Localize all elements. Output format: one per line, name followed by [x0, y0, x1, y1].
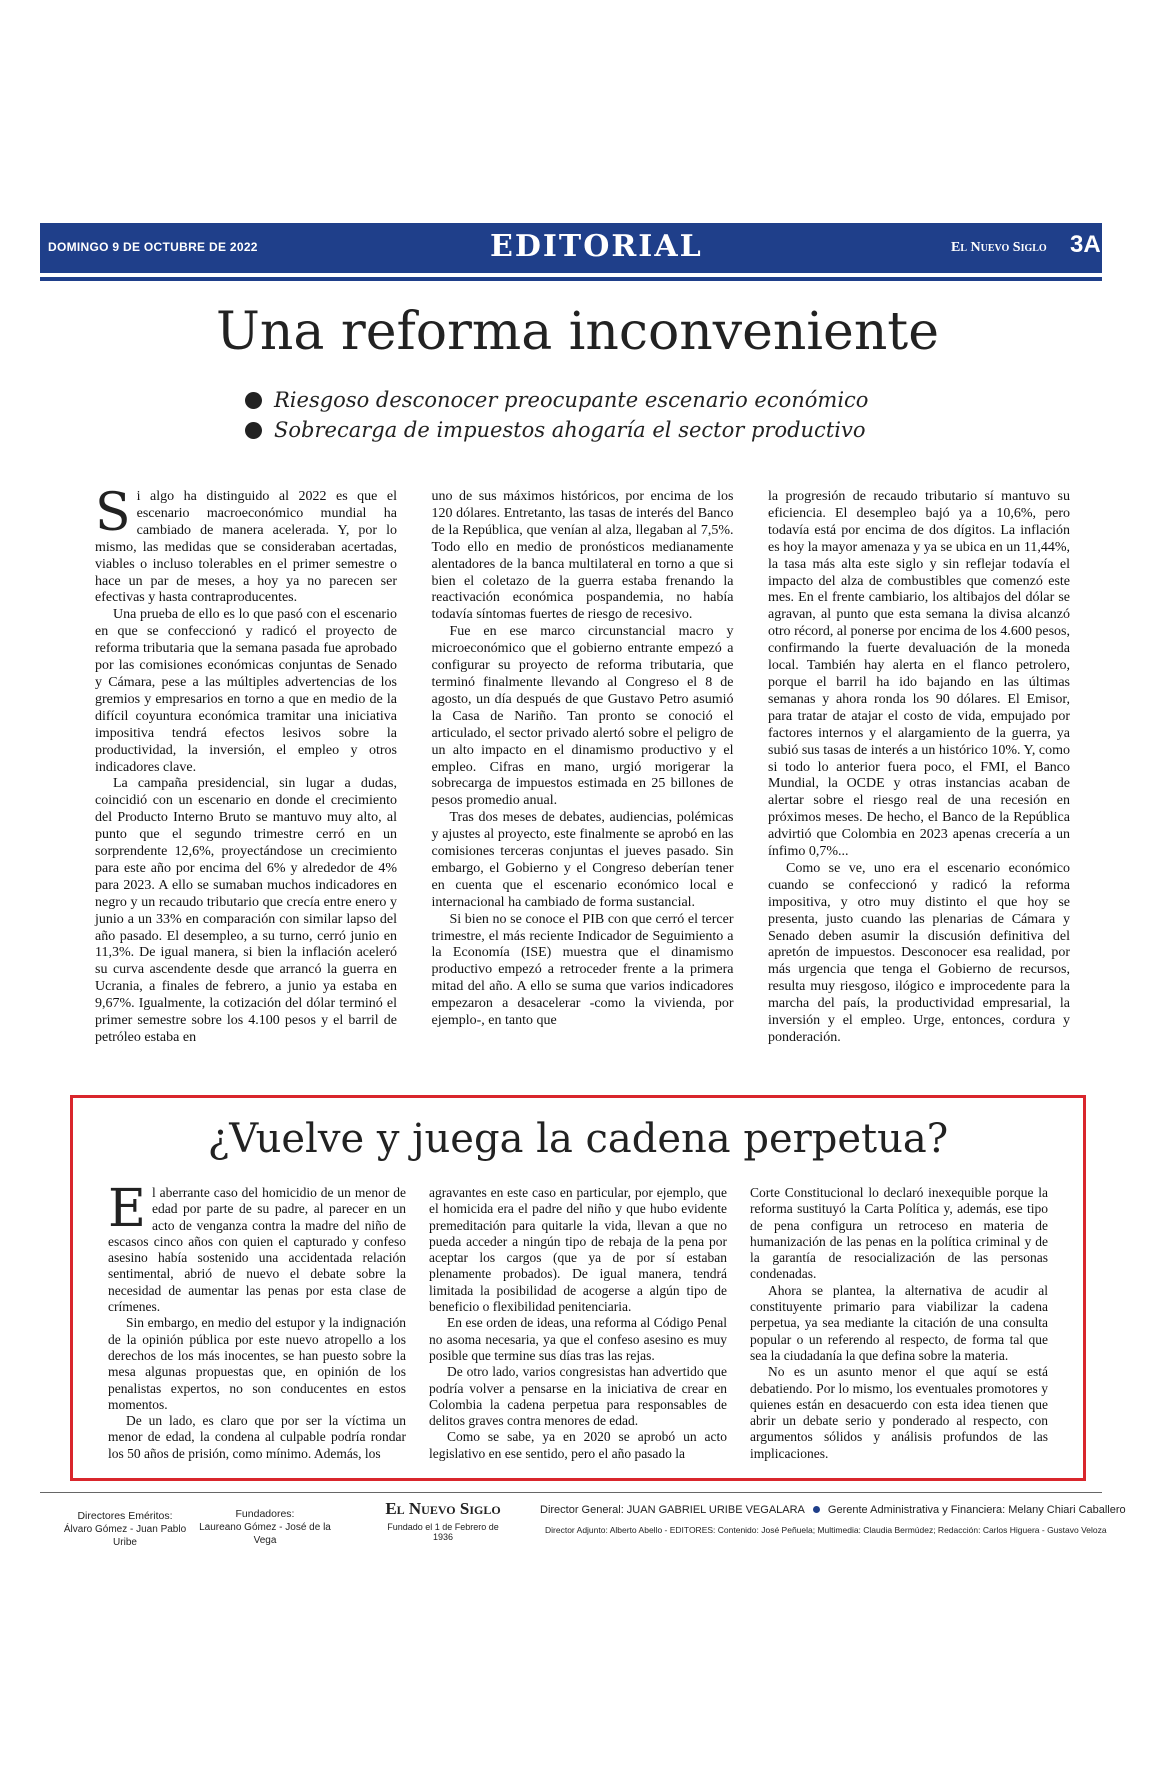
article-paragraph: uno de sus máximos históricos, por encima de los 120 dólares. Entretanto, las tasas de interés del Banco de la República, que venían al alza, llegaban al 7,5%. Todo ello en medio de pronósticos medianamente alentadores de la banca multilateral en torno a que si bien el coletazo de la guerra estaba frenando la reactivación económica pospandemia, no había todavía síntomas fuertes de riesgo de recesivo.	[431, 489, 734, 623]
article-paragraph: Sin embargo, en medio del estupor y la indignación de la opinión pública por este nuevo atropello a los derechos de los más inocentes, se han puesto sobre la mesa algunas propuestas que, en opinión de los penalistas expertos, no son conducentes en estos momentos.	[108, 1315, 406, 1412]
directors-block	[55, 1510, 195, 1549]
drop-cap: E	[108, 1179, 146, 1239]
summary-bullet	[245, 415, 965, 445]
founders-names: Laureano Gómez - José de la Vega	[199, 1522, 331, 1546]
page-number: 3A	[1070, 231, 1101, 258]
director-general: Director General: JUAN GABRIEL URIBE VEGALARA	[540, 1504, 805, 1516]
section-header-bar	[40, 223, 1102, 277]
summary-text: Sobrecarga de impuestos ahogaría el sector productivo	[274, 418, 866, 442]
directors-label: Directores Eméritos:	[77, 1510, 173, 1522]
issue-date: DOMINGO 9 DE OCTUBRE DE 2022	[48, 240, 258, 254]
founders-block	[195, 1508, 335, 1547]
summary-text: Riesgoso desconocer preocupante escenario económico	[274, 388, 869, 412]
summary-bullet	[245, 385, 965, 415]
editorial-body	[95, 483, 1070, 1047]
founded-date: Fundado el 1 de Febrero de 1936	[387, 1522, 499, 1542]
directors-names: Álvaro Gómez - Juan Pablo Uribe	[63, 1524, 187, 1548]
article-paragraph: De un lado, es claro que por ser la víctima un menor de edad, la condena al culpable podría rondar los 50 años de prisión, como mínimo. Además, los	[108, 1413, 406, 1461]
editorial-title: Una reforma inconveniente	[216, 302, 939, 362]
footer-divider	[40, 1492, 1102, 1493]
article-column	[429, 1185, 727, 1462]
article-paragraph: Si bien no se conoce el PIB con que cerró el tercer trimestre, el más reciente Indicador de Seguimiento a la Economía (ISE) muestra que el dinamismo productivo empezó a retroceder frente a la primera mitad del año. A ello se suma que varios indicadores empezaron a desacelerar -como la vivienda, por ejemplo-, en tanto que	[431, 911, 734, 1029]
article-paragraph: Como se sabe, ya en 2020 se aprobó un acto legislativo en ese sentido, pero el año pasado la	[429, 1429, 727, 1461]
article-paragraph: Como se ve, uno era el escenario económico cuando se confeccionó y radicó la reforma impositiva, y otro muy distinto el que hoy se presenta, justo cuando las plenarias de Cámara y Senado deben asumir la discusión definitiva del apretón de impuestos. Desconocer esa realidad, por más urgencia que tenga el Gobierno de recursos, resulta muy riesgoso, ilógico e improcedente para la marcha del país, la productividad empresarial, la inversión y el empleo. Urge, entonces, cordura y ponderación.	[768, 860, 1070, 1045]
section-name: EDITORIAL	[490, 229, 703, 264]
second-editorial-body	[108, 1179, 1048, 1462]
article-column	[768, 489, 1070, 1047]
drop-cap: S	[95, 483, 131, 543]
article-column	[750, 1185, 1048, 1462]
bullet-dot-icon	[245, 422, 262, 439]
article-paragraph: La campaña presidencial, sin lugar a dudas, coincidió con un escenario en donde el crecimiento del Producto Interno Bruto se mantuvo muy alto, al punto que el segundo trimestre cerró en un sorprendente 12,6%, proyectándose un crecimiento para este año por encima del 6% y alrededor de 4% para 2023. A ello se sumaban muchos indicadores en negro y un recaudo tributario que crecía entre enero y junio a un 33% en comparación con similar lapso del año pasado. El desempleo, a su turno, cerró junio en 11,3%. De igual manera, si bien la inflación aceleró su curva ascendente desde que arrancó la guerra en Ucrania, a finales de febrero, a junio ya estaba en 9,67%. Igualmente, la cotización del dólar terminó el primer semestre sobre los 4.100 pesos y el barril de petróleo estaba en	[95, 776, 397, 1045]
article-paragraph: Si algo ha distinguido al 2022 es que el escenario macroeconómico mundial ha cambiado de manera acelerada. Y, por lo mismo, las medidas que se consideraban acertadas, viables o incluso tolerables en el primer semestre o hace un par de meses, a hoy ya no parecen ser efectivas y hasta contraproducentes.	[95, 483, 397, 606]
second-editorial-title: ¿Vuelve y juega la cadena perpetua?	[207, 1116, 949, 1162]
article-paragraph: agravantes en este caso en particular, por ejemplo, que el homicida era el padre del niño y que hubo evidente premeditación para quitarle la vida, llevan a que no pueda acceder a ningún tipo de rebaja de la pena por aceptar los cargos (que ya de por sí estaban plenamente probados). De igual manera, tendrá limitada la posibilidad de acogerse a algún tipo de beneficio o flexibilidad penitenciaria.	[429, 1185, 727, 1315]
administrative-manager: Gerente Administrativa y Financiera: Melany Chiari Caballero	[827, 1504, 1126, 1516]
article-paragraph: El aberrante caso del homicidio de un menor de edad por parte de su padre, al parecer en un acto de venganza contra la madre del niño de escasos cinco años con quien el capturado y confeso asesino había sostenido una accidentada relación sentimental, abrió de nuevo el debate sobre la necesidad de aumentar las penas por esta clase de crímenes.	[108, 1179, 406, 1315]
article-column	[95, 483, 397, 1047]
editorial-summary	[245, 385, 965, 445]
separator-dot-icon	[813, 1506, 820, 1513]
article-column	[108, 1179, 406, 1462]
article-paragraph: Ahora se plantea, la alternativa de acudir al constituyente primario para viabilizar la cadena perpetua, ya sea mediante la citación de una consulta popular o un referendo al respecto, de forma tal que sea la ciudadanía la que defina sobre la materia.	[750, 1282, 1048, 1363]
staff-line-2: Director Adjunto: Alberto Abello - EDITORES: Contenido: José Peñuela; Multimedia: Claudia Bermúdez; Redacción: Carlos Higuera - Gustavo Veloza	[545, 1525, 1107, 1535]
bullet-dot-icon	[245, 392, 262, 409]
second-editorial-box	[70, 1095, 1086, 1481]
founders-label: Fundadores:	[235, 1508, 295, 1520]
article-paragraph: la progresión de recaudo tributario sí mantuvo su eficiencia. El desempleo bajó ya a 10,6%, pero todavía está por encima de dos dígitos. La inflación es hoy la mayor amenaza y ya se ubica en un 11,44%, la tasa más alta este siglo y sin reflejar todavía el impacto del alza de combustibles que comenzó este mes. En el frente cambiario, los altibajos del dólar se agravan, al punto que esta semana la divisa alcanzó otro récord, al ponerse por encima de los 4.600 pesos, confirmando la fuerte devaluación de la moneda local. También hay alerta en el flanco petrolero, porque el barril ha ido bajando en las últimas semanas y ahora ronda los 90 dólares. El Emisor, para tratar de atajar el costo de vida, empujado por factores internos y el alargamiento de la guerra, ya subió sus tasas de interés a un histórico 10%. Y, como si todo lo anterior fuera poco, el FMI, el Banco Mundial, la OCDE y otras instancias acaban de alertar sobre el riesgo real de una recesión en próximos meses. De hecho, el Banco de la República advirtió que Colombia en 2023 apenas crecería a un ínfimo 0,7%...	[768, 489, 1070, 860]
staff-line-1	[540, 1504, 1126, 1516]
article-paragraph: En ese orden de ideas, una reforma al Código Penal no asoma necesaria, ya que el confeso asesino es muy posible que termine sus días tras las rejas.	[429, 1315, 727, 1363]
article-paragraph: Corte Constitucional lo declaró inexequible porque la reforma sustituyó la Carta Política y, además, ese tipo de pena configura un retroceso en materia de humanización de las penas en la política criminal y de la garantía de resocialización de las personas condenadas.	[750, 1185, 1048, 1282]
article-column	[432, 489, 734, 1047]
article-paragraph: Fue en ese marco circunstancial macro y microeconómico que el gobierno entrante empezó a configurar su proyecto de reforma tributaria, que terminó finalmente llevando al Congreso el 8 de agosto, un día después de que Gustavo Petro asumió la Casa de Nariño. Tan pronto se conoció el articulado, el sector privado alertó sobre el peligro de un alto impacto en el dinamismo productivo y el empleo. Cifras en mano, urgió morigerar la sobrecarga de impuestos estimada en 25 billones de pesos promedio anual.	[431, 624, 734, 809]
article-paragraph: Tras dos meses de debates, audiencias, polémicas y ajustes al proyecto, este finalmente se aprobó en las comisiones terceras conjuntas el jueves pasado. Sin embargo, el Gobierno y el Congreso deberían tener en cuenta que el escenario económico local e internacional ha cambiado de forma sustancial.	[431, 810, 734, 910]
article-paragraph: De otro lado, varios congresistas han advertido que podría volver a pensarse en la iniciativa de crear en Colombia la cadena perpetua para responsables de delitos graves contra menores de edad.	[429, 1364, 727, 1429]
footer-logo: El Nuevo Siglo Fundado el 1 de Febrero de 1936	[378, 1499, 508, 1542]
article-paragraph: No es un asunto menor el que aquí se está debatiendo. Por lo mismo, los eventuales promotores y quienes están en desacuerdo con esta idea tienen que abrir un debate serio y ponderado al respecto, con argumentos sólidos y análisis profundos de las implicaciones.	[750, 1364, 1048, 1461]
article-paragraph: Una prueba de ello es lo que pasó con el escenario en que se confeccionó y radicó el proyecto de reforma tributaria que la semana pasada fue aprobado por las comisiones económicas conjuntas de Senado y Cámara, pese a las múltiples advertencias de los gremios y empresarios en torno a que en medio de la difícil coyuntura económica tramitar una iniciativa impositiva tendrá efectos lesivos sobre la productividad, la inversión, el empleo y otros indicadores clave.	[95, 607, 397, 775]
header-logo: El Nuevo Siglo	[951, 240, 1047, 255]
